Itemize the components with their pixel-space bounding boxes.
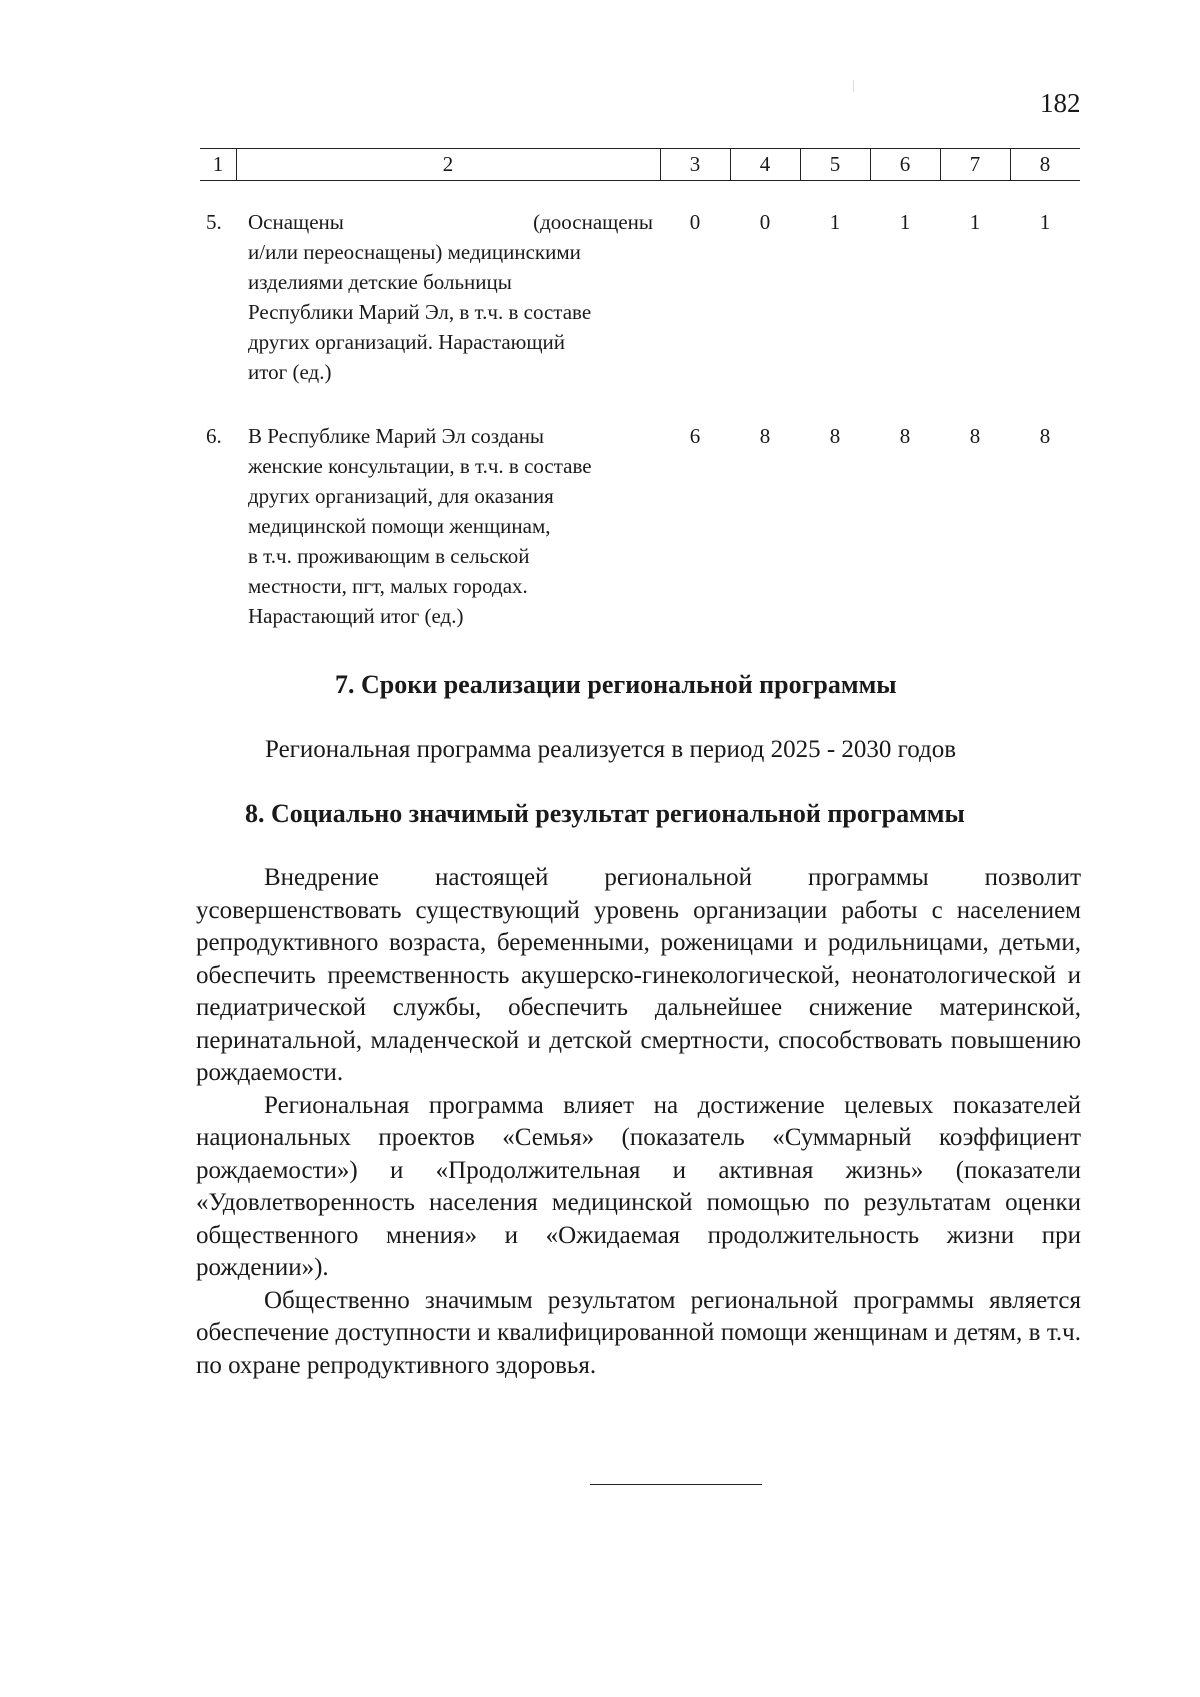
row-description (248, 421, 653, 631)
page-number: 182 (1040, 88, 1081, 118)
row-number: 6. (206, 424, 222, 448)
value-cell: 1 (899, 210, 911, 234)
description-line: В Республике Марий Эл созданы (248, 424, 545, 448)
value-cell: 0 (759, 210, 771, 234)
end-separator-line (590, 1484, 762, 1485)
description-line: женские консультации, в т.ч. в составе (248, 454, 592, 478)
value-cell: 8 (969, 424, 981, 448)
description-word: (дооснащены (533, 210, 653, 234)
value-cell: 1 (1039, 210, 1051, 234)
value-cell: 1 (829, 210, 841, 234)
description-line: медицинской помощи женщинам, (248, 514, 551, 538)
description-line (248, 207, 653, 237)
column-header: 1 (212, 152, 224, 176)
value-cell: 0 (689, 210, 701, 234)
description-line: Нарастающий итог (ед.) (248, 604, 464, 628)
row-number: 5. (206, 210, 222, 234)
value-cell: 8 (759, 424, 771, 448)
description-line: Республики Марий Эл, в т.ч. в составе (248, 300, 592, 324)
paragraph: Региональная программа влияет на достижение целевых показателей национальных проектов «Семья» (показатель «Суммарный коэффициент рождаемости») и «Продолжительная и активная жизнь» (показатели «Удовлетворенность населения медицинской помощью по результатам оценки общественного мнения» и «Ожидаемая продолжительность жизни при рождении»). (196, 1091, 1081, 1281)
description-line: других организаций. Нарастающий (248, 330, 565, 354)
description-line: местности, пгт, малых городах. (248, 574, 528, 598)
description-line: в т.ч. проживающим в сельской (248, 544, 530, 568)
value-cell: 6 (689, 424, 701, 448)
description-line: и/или переоснащены) медицинскими (248, 240, 581, 264)
description-line: других организаций, для оказания (248, 484, 554, 508)
column-header: 8 (1039, 152, 1051, 176)
column-header: 4 (759, 152, 771, 176)
column-header: 7 (969, 152, 981, 176)
table-header-row (200, 148, 1080, 182)
value-cell: 8 (899, 424, 911, 448)
column-header: 2 (442, 152, 454, 176)
column-header: 5 (829, 152, 841, 176)
section-heading: 7. Сроки реализации региональной программы (335, 670, 897, 699)
description-line: итог (ед.) (248, 360, 332, 384)
paragraph: Общественно значимым результатом региональной программы является обеспечение доступности и квалифицированной помощи женщинам и детям, в т.ч. по охране репродуктивного здоровья. (196, 1286, 1081, 1379)
scan-artifact-line (853, 80, 854, 92)
column-header: 6 (899, 152, 911, 176)
table-header-bottom-rule (200, 180, 1080, 181)
table-header-top-rule (200, 148, 1080, 149)
column-header: 3 (689, 152, 701, 176)
value-cell: 1 (969, 210, 981, 234)
section-body (196, 862, 1081, 1382)
row-description (248, 207, 653, 387)
value-cell: 8 (829, 424, 841, 448)
value-cell: 8 (1039, 424, 1051, 448)
paragraph: Внедрение настоящей региональной программы позволит усовершенствовать существующий уровень организации работы с населением репродуктивного возраста, беременными, роженицами и родильницами, детьми, обеспечить преемственность акушерско-гинекологической, неонатологической и педиатрической службы, обеспечить дальнейшее снижение материнской, перинатальной, младенческой и детской смертности, способствовать повышению рождаемости. (196, 864, 1081, 1086)
description-line: изделиями детские больницы (248, 270, 512, 294)
section-heading: 8. Социально значимый результат региональной программы (245, 799, 965, 828)
description-word: Оснащены (248, 210, 344, 234)
section-text: Региональная программа реализуется в период 2025 - 2030 годов (265, 736, 957, 763)
